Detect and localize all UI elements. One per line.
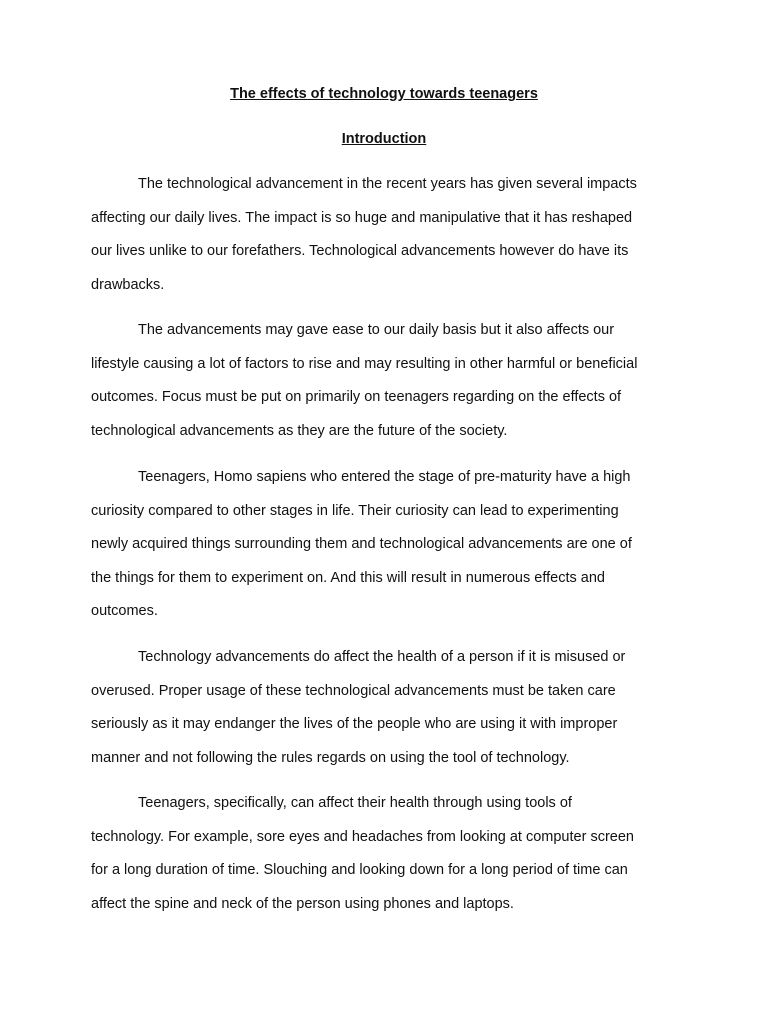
paragraph-line: the things for them to experiment on. And this will result in numerous effects and bbox=[91, 569, 605, 586]
paragraph-4 bbox=[91, 641, 681, 775]
paragraph-line: The advancements may gave ease to our daily basis but it also affects our bbox=[138, 322, 615, 338]
paragraph-line: technology. For example, sore eyes and headaches from looking at computer screen bbox=[91, 828, 634, 845]
document-title: The effects of technology towards teenagers bbox=[230, 86, 538, 102]
paragraph-line: Teenagers, specifically, can affect their health through using tools of bbox=[138, 795, 572, 811]
paragraph-line: technological advancements as they are the future of the society. bbox=[91, 422, 508, 439]
paragraph-5 bbox=[91, 787, 681, 921]
paragraph-2 bbox=[91, 314, 681, 448]
paragraph-line: The technological advancement in the recent years has given several impacts bbox=[138, 176, 637, 192]
paragraph-line: seriously as it may endanger the lives of the people who are using it with improper bbox=[91, 716, 618, 733]
paragraph-line: lifestyle causing a lot of factors to rise and may resulting in other harmful or beneficial bbox=[91, 355, 638, 372]
paragraph-line: affect the spine and neck of the person using phones and laptops. bbox=[91, 895, 514, 912]
paragraph-line: affecting our daily lives. The impact is so huge and manipulative that it has reshaped bbox=[91, 209, 633, 226]
paragraph-line: overused. Proper usage of these technological advancements must be taken care bbox=[91, 682, 616, 699]
paragraph-line: outcomes. Focus must be put on primarily on teenagers regarding on the effects of bbox=[91, 389, 622, 406]
paragraph-line: curiosity compared to other stages in life. Their curiosity can lead to experimenting bbox=[91, 502, 619, 519]
section-heading-introduction: Introduction bbox=[341, 131, 427, 147]
paragraph-line: Teenagers, Homo sapiens who entered the stage of pre-maturity have a high bbox=[138, 469, 631, 485]
paragraph-line: for a long duration of time. Slouching and looking down for a long period of time can bbox=[91, 862, 628, 879]
paragraph-line: our lives unlike to our forefathers. Technological advancements however do have its bbox=[91, 243, 629, 260]
paragraph-line: drawbacks. bbox=[91, 276, 165, 293]
paragraph-line: manner and not following the rules regards on using the tool of technology. bbox=[91, 749, 570, 766]
paragraph-1 bbox=[91, 168, 681, 302]
paragraph-line: Technology advancements do affect the health of a person if it is misused or bbox=[138, 649, 626, 665]
paragraph-line: newly acquired things surrounding them and technological advancements are one of bbox=[91, 536, 632, 553]
paragraph-line: outcomes. bbox=[91, 603, 158, 620]
paragraph-3 bbox=[91, 461, 681, 629]
